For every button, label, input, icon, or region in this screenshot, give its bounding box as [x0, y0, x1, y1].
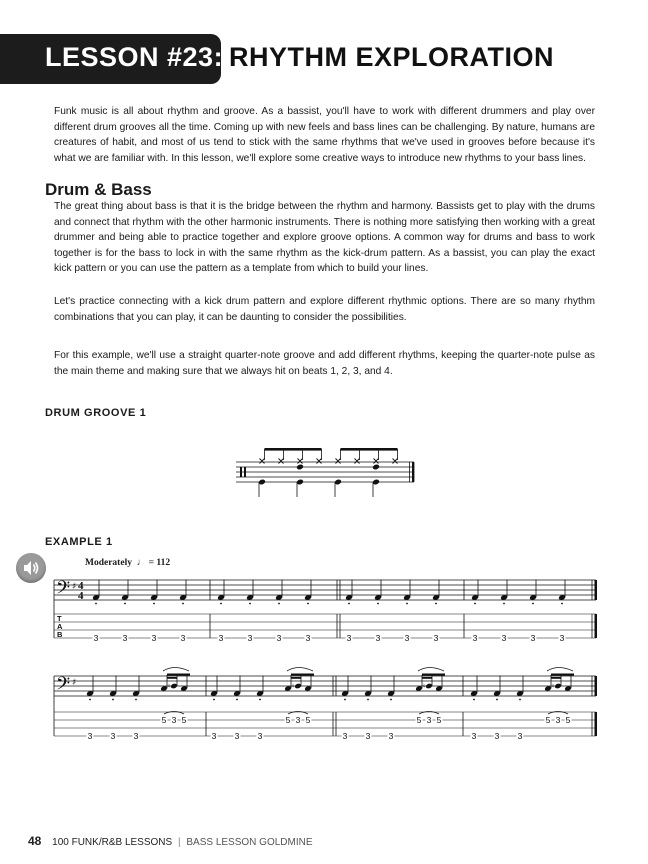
tab-number: 3	[151, 633, 157, 643]
tab-number: 5	[305, 715, 311, 725]
beam	[551, 674, 574, 676]
lesson-number: LESSON #23:	[45, 42, 224, 72]
staccato-dot	[367, 699, 369, 701]
staccato-dot	[182, 603, 184, 605]
staccato-dot	[89, 699, 91, 701]
tempo-text: Moderately	[85, 558, 132, 568]
beam	[167, 674, 190, 676]
natural-sign: ♮	[552, 683, 555, 690]
staccato-dot	[561, 603, 563, 605]
staccato-dot	[474, 603, 476, 605]
beam	[291, 674, 314, 676]
svg-text:4: 4	[78, 590, 84, 602]
beam	[167, 677, 177, 679]
staccato-dot	[519, 699, 521, 701]
collection-title: BASS LESSON GOLDMINE	[186, 837, 313, 848]
tab-number: 5	[161, 715, 167, 725]
hi-hat-note	[298, 459, 303, 464]
staccato-dot	[278, 603, 280, 605]
tab-number: 3	[93, 633, 99, 643]
tab-number: 3	[517, 731, 523, 741]
quarter-note-icon: ♩	[136, 558, 147, 568]
tab-number: 3	[471, 731, 477, 741]
staccato-dot	[124, 603, 126, 605]
page-number: 48	[28, 834, 42, 848]
lesson-title: RHYTHM EXPLORATION	[229, 42, 554, 72]
hi-hat-note	[355, 459, 360, 464]
page-footer	[28, 834, 313, 848]
tab-number: 5	[285, 715, 291, 725]
svg-text:𝄢: 𝄢	[56, 674, 71, 699]
tab-number: 3	[433, 633, 439, 643]
section-heading: Drum & Bass	[45, 180, 152, 199]
tab-letter-t: T	[57, 614, 62, 623]
tempo-value: = 112	[148, 558, 171, 568]
tab-number: 3	[365, 731, 371, 741]
hi-hat-note	[279, 459, 284, 464]
tab-letter-b: B	[57, 630, 63, 639]
tab-number: 3	[218, 633, 224, 643]
tab-number: 3	[346, 633, 352, 643]
bass-clef-1	[56, 578, 70, 603]
tab-number: 5	[181, 715, 187, 725]
key-signature-2	[72, 678, 76, 688]
staccato-dot	[213, 699, 215, 701]
beam	[341, 448, 398, 451]
tab-number: 3	[276, 633, 282, 643]
staccato-dot	[249, 603, 251, 605]
svg-text:♯: ♯	[72, 678, 77, 688]
tab-number: 3	[133, 731, 139, 741]
tab-number: 5	[545, 715, 551, 725]
slur	[418, 668, 444, 672]
tab-staff-1	[54, 614, 596, 638]
staccato-dot	[503, 603, 505, 605]
tab-number: 3	[501, 633, 507, 643]
svg-text:𝄢: 𝄢	[56, 578, 71, 603]
tab-number: 3	[472, 633, 478, 643]
final-barline	[595, 614, 598, 638]
hi-hat-note	[374, 459, 379, 464]
footer-separator: |	[177, 837, 181, 848]
slur	[287, 668, 313, 672]
tab-number: 5	[436, 715, 442, 725]
beam	[422, 677, 432, 679]
svg-text:♯: ♯	[72, 582, 77, 592]
slur	[163, 668, 189, 672]
staccato-dot	[259, 699, 261, 701]
final-barline	[595, 580, 598, 600]
example-label: EXAMPLE 1	[45, 536, 113, 548]
tab-number: 3	[295, 715, 301, 725]
staccato-dot	[473, 699, 475, 701]
tab-number: 3	[559, 633, 565, 643]
beam	[265, 448, 322, 451]
snare-note	[372, 464, 380, 471]
tab-number: 3	[122, 633, 128, 643]
svg-text:4: 4	[78, 580, 84, 592]
tab-number: 3	[171, 715, 177, 725]
tab-number: 3	[388, 731, 394, 741]
final-barline	[595, 676, 598, 696]
staccato-dot	[532, 603, 534, 605]
beam	[291, 677, 301, 679]
series-title: 100 FUNK/R&B LESSONS	[52, 837, 173, 848]
tab-number: 3	[342, 731, 348, 741]
bass-clef-2	[56, 674, 70, 699]
beam	[551, 677, 561, 679]
staccato-dot	[220, 603, 222, 605]
tab-number: 3	[426, 715, 432, 725]
staccato-dot	[236, 699, 238, 701]
staccato-dot	[348, 603, 350, 605]
natural-sign: ♮	[292, 683, 295, 690]
section-paragraph-1: The great thing about bass is that it is the bridge between the rhythm and harmony. Bassists get to play with the drums and connect that rhythm with the other harmonic instruments. There is nothing more satisfying then working with a great drummer and being able to practice together and explore groove options. A common way for drums and bass to work together is for the bass to lock in with the same rhythm as the kick-drum pattern. As a bassist, you can play the exact kick pattern or you can use the pattern as a template from which to build your lines.	[54, 201, 595, 275]
final-barline	[595, 712, 598, 736]
tab-number: 3	[211, 731, 217, 741]
staccato-dot	[435, 603, 437, 605]
tab-letter-a: A	[57, 622, 63, 631]
snare-note	[296, 464, 304, 471]
tab-number: 3	[555, 715, 561, 725]
tab-number: 3	[110, 731, 116, 741]
bass-line-2	[54, 668, 597, 742]
natural-sign: ♮	[423, 683, 426, 690]
tab-number: 5	[416, 715, 422, 725]
bass-line-1	[54, 580, 597, 644]
tab-number: 3	[234, 731, 240, 741]
slur	[547, 668, 573, 672]
tab-number: 3	[257, 731, 263, 741]
staccato-dot	[390, 699, 392, 701]
hi-hat-note	[336, 459, 341, 464]
hi-hat-note	[317, 459, 322, 464]
tab-number: 3	[305, 633, 311, 643]
tab-number: 5	[565, 715, 571, 725]
staccato-dot	[406, 603, 408, 605]
tab-number: 3	[404, 633, 410, 643]
section-paragraph-2: Let's practice connecting with a kick drum pattern and explore different rhythmic options. There are so many rhythm combinations that you can play, it can be daunting to consider the possibilities.	[54, 296, 595, 323]
natural-sign: ♮	[168, 683, 171, 690]
beam	[422, 674, 445, 676]
section-paragraph-3: For this example, we'll use a straight quarter-note groove and add different rhythms, keeping the quarter-note pulse as the main theme and making sure that we always hit on beats 1, 2, 3, and 4.	[54, 350, 595, 377]
tab-number: 3	[375, 633, 381, 643]
bass-staff-1	[54, 580, 596, 600]
staccato-dot	[307, 603, 309, 605]
staccato-dot	[112, 699, 114, 701]
tab-number: 3	[530, 633, 536, 643]
drum-staff	[236, 462, 414, 482]
staccato-dot	[95, 603, 97, 605]
tab-number: 3	[87, 731, 93, 741]
drum-groove-label: DRUM GROOVE 1	[45, 407, 147, 419]
tab-number: 3	[494, 731, 500, 741]
tab-number: 3	[180, 633, 186, 643]
drum-groove-notes	[258, 448, 397, 497]
hi-hat-note	[260, 459, 265, 464]
time-signature	[78, 580, 84, 602]
staccato-dot	[377, 603, 379, 605]
staccato-dot	[496, 699, 498, 701]
staccato-dot	[344, 699, 346, 701]
staccato-dot	[135, 699, 137, 701]
tab-clef	[57, 614, 63, 639]
intro-paragraph: Funk music is all about rhythm and groove. As a bassist, you'll have to work with different drummers and play over different drum grooves all the time. Coming up with new feels and bass lines can be challenging. By nature, humans are creatures of habit, and most of us tend to stick with the same rhythms that we've used in grooves before because it's what we are familiar with. In this lesson, we'll explore some creative ways to introduce new rhythms to your bass lines.	[54, 106, 595, 164]
staccato-dot	[153, 603, 155, 605]
tab-number: 3	[247, 633, 253, 643]
hi-hat-note	[393, 459, 398, 464]
key-signature-1	[72, 582, 76, 592]
